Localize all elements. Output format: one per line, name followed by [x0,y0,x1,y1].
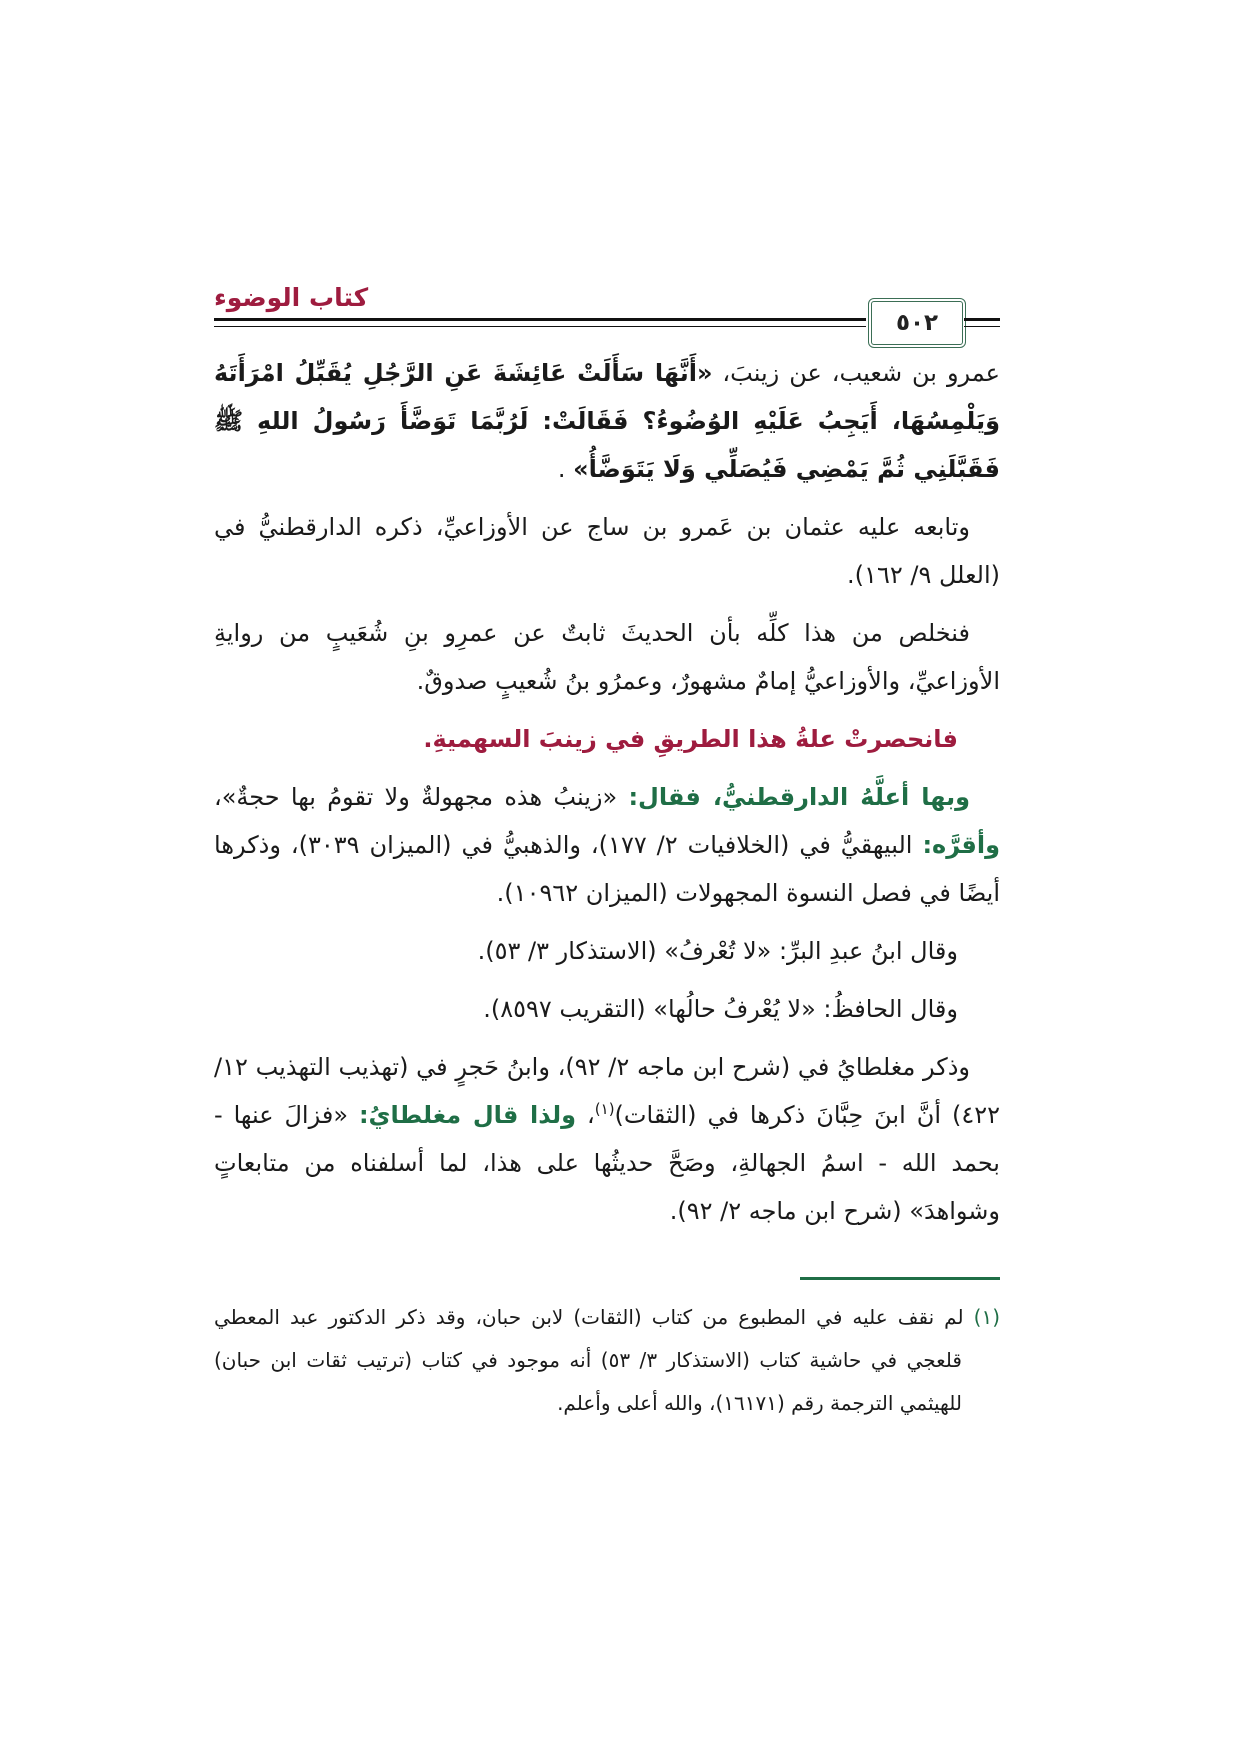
chapter-title: كتاب الوضوء [214,283,369,312]
mughaltai-label: ولذا قال مغلطايُ: [358,1101,577,1129]
paragraph-1-end: . [557,455,574,483]
paragraph-6: وقال ابنُ عبدِ البرِّ: «لا تُعْرفُ» (الاستذكار ٣/ ٥٣). [477,937,958,965]
footnote-reference: (١) [594,1100,615,1118]
paragraph-5 [214,773,1000,917]
daraqutni-label: وبها أعلَّهُ الدارقطنيُّ، فقال: [628,783,971,811]
page-number: ٥٠٢ [895,310,939,336]
conclusion-line: فانحصرتْ علةُ هذا الطريقِ في زينبَ السهميةِ. [423,725,958,753]
mughaltai-text: وذكر مغلطايُ في (شرح ابن ماجه ٢/ ٩٢)، وابنُ حَجرٍ في (تهذيب التهذيب ١٢/ ٤٢٢) أنَّ ابنَ حِبَّانَ ذكرها في (الثقات) [214,1053,1000,1129]
footnote-text: لم نقف عليه في المطبوع من كتاب (الثقات) لابن حبان، وقد ذكر الدكتور عبد المعطي قلعجي في حاشية كتاب (الاستذكار ٣/ ٥٣) أنه موجود في كتاب (ترتيب ثقات ابن حبان) للهيثمي الترجمة رقم (١٦١٧١)، والله أعلى وأعلم. [214,1305,974,1415]
daraqutni-quote: «زينبُ هذه مجهولةٌ ولا تقومُ بها حجةٌ»، [214,783,629,811]
hadith-text: «أَنَّهَا سَأَلَتْ عَائِشَةَ عَنِ الرَّجُلِ يُقَبِّلُ امْرَأَتَهُ وَيَلْمِسُهَا، أَيَجِبُ عَلَيْهِ الوُضُوءُ؟ فَقَالَتْ: لَرُبَّمَا تَوَضَّأَ رَسُولُ اللهِ ﷺ فَقَبَّلَنِي ثُمَّ يَمْضِي فَيُصَلِّي وَلَا يَتَوَضَّأُ» [214,359,1000,483]
paragraph-1 [214,349,1000,493]
page-number-frame [868,298,966,348]
endorsers-text: البيهقيُّ في (الخلافيات ٢/ ١٧٧)، والذهبيُّ في (الميزان ٣٠٣٩)، وذكرها أيضًا في فصل النسوة المجهولات (الميزان ١٠٩٦٢). [214,831,1000,907]
header-rule [214,318,866,327]
paragraph-2: وتابعه عليه عثمان بن عَمرو بن ساج عن الأوزاعيِّ، ذكره الدارقطنيُّ في (العلل ٩/ ١٦٢). [214,513,1000,589]
header-rule-right [964,318,1000,327]
endorsed-label: وأقرَّه: [922,831,1000,859]
paragraph-3: فنخلص من هذا كلِّه بأن الحديثَ ثابتٌ عن عمرِو بنِ شُعَيبٍ من روايةِ الأوزاعيِّ، والأوزاعيُّ إمامٌ مشهورٌ، وعمرُو بنُ شُعيبٍ صدوقٌ. [214,619,1000,695]
mughaltai-quote: «فزالَ عنها - بحمد الله - اسمُ الجهالةِ، وصَحَّ حديثُها على هذا، لما أسلفناه من متابعاتٍ وشواهدَ» (شرح ابن ماجه ٢/ ٩٢). [214,1101,1000,1225]
paragraph-7: وقال الحافظُ: «لا يُعْرفُ حالُها» (التقريب ٨٥٩٧). [483,995,958,1023]
footnote-separator [800,1277,1000,1280]
main-text [214,349,1000,1425]
narrator-chain: عمرو بن شعيب، عن زينبَ، [712,359,1000,387]
paragraph-8 [214,1043,1000,1235]
separator-comma: ، [576,1101,595,1129]
footnote-marker: (١) [973,1305,1000,1329]
footnote-1 [214,1296,1000,1425]
